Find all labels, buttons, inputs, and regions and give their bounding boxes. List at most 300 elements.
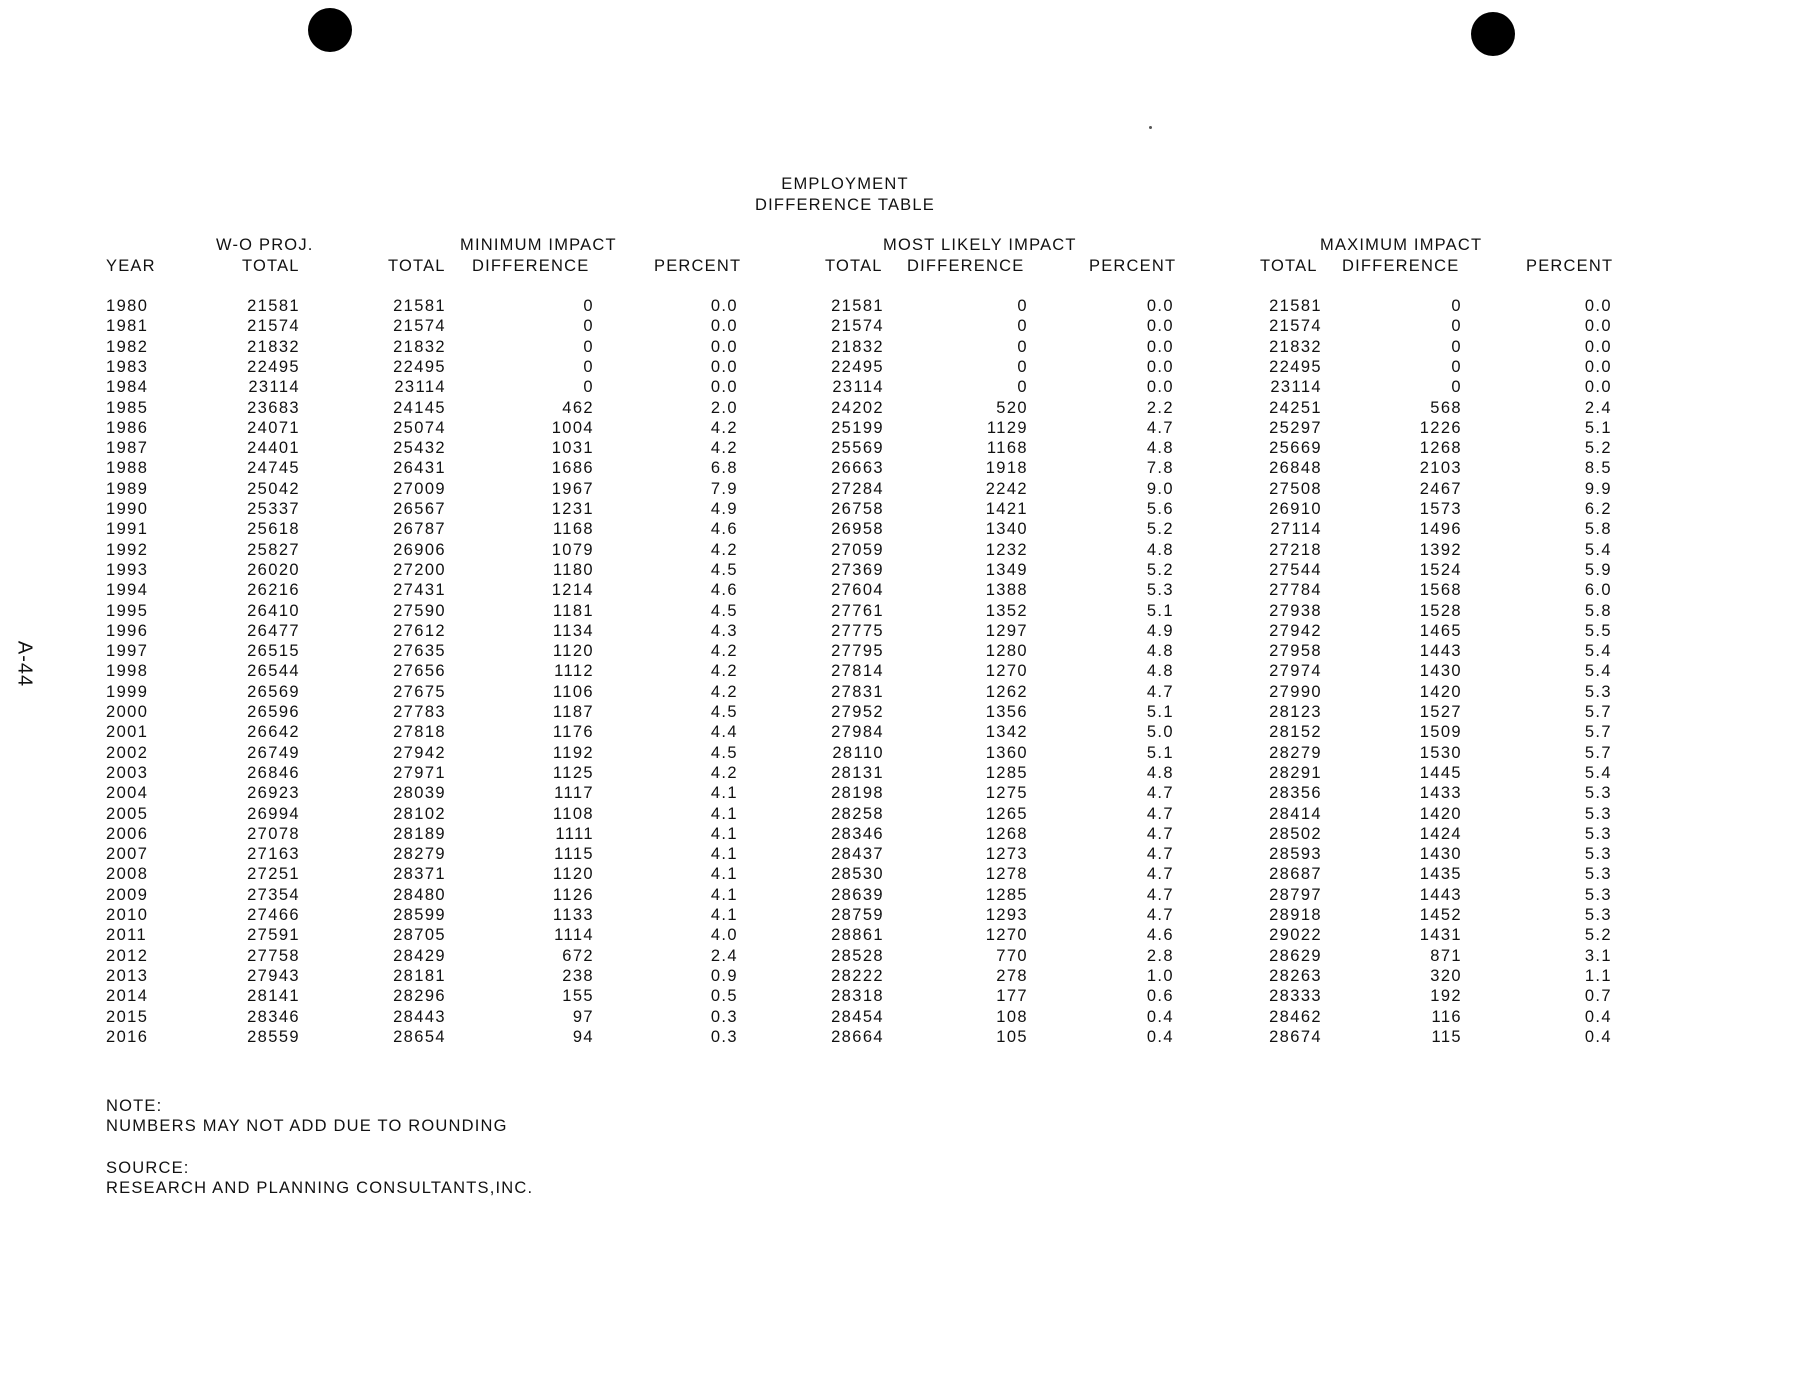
cell-max-total: 27114 <box>1270 520 1322 539</box>
cell-min-difference: 1117 <box>554 784 594 803</box>
cell-min-percent: 4.5 <box>710 743 738 762</box>
cell-wo-total: 25827 <box>247 540 300 559</box>
column-headers <box>0 257 1798 277</box>
cell-ml-percent: 5.1 <box>1146 601 1174 620</box>
cell-year: 2010 <box>106 906 149 924</box>
cell-min-percent: 4.6 <box>710 581 738 600</box>
cell-max-percent: 0.0 <box>1584 297 1612 315</box>
cell-max-percent: 5.5 <box>1584 621 1612 640</box>
cell-min-total: 28654 <box>393 1027 446 1046</box>
cell-max-difference: 1392 <box>1419 540 1462 559</box>
header-max-difference: DIFFERENCE <box>1342 257 1460 275</box>
table-row <box>0 662 1798 682</box>
cell-max-total: 28152 <box>1269 723 1322 742</box>
cell-ml-total: 27831 <box>831 682 884 701</box>
cell-min-percent: 6.8 <box>710 459 738 478</box>
cell-year: 1981 <box>106 317 149 336</box>
cell-max-difference: 1465 <box>1419 621 1462 640</box>
cell-ml-total: 28198 <box>831 784 884 803</box>
cell-max-percent: 5.8 <box>1584 601 1612 620</box>
cell-min-total: 27431 <box>393 581 446 600</box>
table-row <box>0 561 1798 581</box>
cell-max-total: 27958 <box>1269 642 1322 661</box>
cell-max-percent: 8.5 <box>1584 459 1612 478</box>
cell-min-difference: 1180 <box>552 560 594 579</box>
cell-min-percent: 4.2 <box>710 418 738 437</box>
cell-max-difference: 0 <box>1451 317 1462 336</box>
cell-min-percent: 4.1 <box>710 824 738 843</box>
cell-max-total: 27784 <box>1269 581 1322 600</box>
cell-wo-total: 25618 <box>247 520 300 539</box>
header-min-total: TOTAL <box>388 257 446 275</box>
cell-max-difference: 1268 <box>1419 439 1462 458</box>
cell-ml-difference: 278 <box>996 966 1028 985</box>
group-header-without-project: W-O PROJ. <box>216 236 314 254</box>
cell-min-total: 27635 <box>393 642 446 661</box>
table-title <box>0 174 1690 216</box>
cell-wo-total: 26216 <box>247 581 300 600</box>
cell-max-total: 28291 <box>1269 763 1322 782</box>
cell-max-total: 27974 <box>1269 662 1322 681</box>
cell-year: 2002 <box>106 743 149 762</box>
cell-min-difference: 0 <box>583 357 594 376</box>
cell-ml-percent: 0.0 <box>1146 337 1174 356</box>
cell-ml-total: 28437 <box>831 845 884 864</box>
cell-max-percent: 5.7 <box>1584 723 1612 742</box>
cell-ml-percent: 0.6 <box>1146 987 1174 1006</box>
cell-year: 2005 <box>106 804 149 823</box>
cell-min-total: 21832 <box>393 337 446 356</box>
cell-ml-total: 21581 <box>831 297 884 315</box>
table-row <box>0 886 1798 906</box>
cell-ml-difference: 1421 <box>985 500 1028 518</box>
header-min-difference: DIFFERENCE <box>472 257 590 275</box>
cell-ml-total: 28528 <box>831 946 884 965</box>
cell-year: 2012 <box>106 946 149 965</box>
cell-min-total: 27612 <box>393 621 446 640</box>
cell-ml-total: 28258 <box>831 804 884 823</box>
cell-max-difference: 0 <box>1451 378 1462 397</box>
cell-ml-total: 28759 <box>831 906 884 924</box>
cell-max-total: 27938 <box>1269 601 1322 620</box>
cell-ml-difference: 0 <box>1017 337 1028 356</box>
cell-min-percent: 4.2 <box>710 642 738 661</box>
cell-ml-total: 28861 <box>831 926 884 945</box>
cell-ml-percent: 4.7 <box>1146 682 1174 701</box>
cell-wo-total: 27354 <box>247 885 300 904</box>
cell-year: 2001 <box>106 723 149 742</box>
cell-ml-difference: 1278 <box>985 865 1028 884</box>
table-row <box>0 459 1798 479</box>
title-line-2: DIFFERENCE TABLE <box>755 196 935 214</box>
cell-max-total: 28797 <box>1269 885 1322 904</box>
cell-max-difference: 2103 <box>1419 459 1462 478</box>
cell-ml-percent: 1.0 <box>1146 966 1174 985</box>
cell-ml-percent: 4.7 <box>1146 418 1174 437</box>
cell-ml-total: 28131 <box>831 763 884 782</box>
cell-max-total: 28502 <box>1269 824 1322 843</box>
cell-min-difference: 1176 <box>552 723 594 742</box>
cell-ml-total: 27795 <box>831 642 884 661</box>
cell-max-percent: 5.8 <box>1584 520 1612 539</box>
cell-min-percent: 4.1 <box>710 865 738 884</box>
cell-year: 1987 <box>106 439 149 458</box>
cell-ml-percent: 4.8 <box>1146 662 1174 681</box>
cell-ml-difference: 1270 <box>985 926 1028 945</box>
cell-year: 1980 <box>106 297 149 315</box>
cell-min-percent: 0.0 <box>710 378 738 397</box>
cell-max-difference: 1528 <box>1419 601 1462 620</box>
cell-wo-total: 26994 <box>247 804 300 823</box>
cell-year: 1999 <box>106 682 149 701</box>
cell-max-percent: 5.9 <box>1584 560 1612 579</box>
source-label: SOURCE: <box>106 1159 190 1177</box>
cell-max-total: 28687 <box>1269 865 1322 884</box>
cell-ml-percent: 4.7 <box>1146 885 1174 904</box>
table-row <box>0 805 1798 825</box>
cell-min-total: 28279 <box>393 845 446 864</box>
cell-ml-total: 27604 <box>831 581 884 600</box>
cell-ml-percent: 5.0 <box>1146 723 1174 742</box>
cell-max-total: 28629 <box>1269 946 1322 965</box>
cell-ml-difference: 1270 <box>985 662 1028 681</box>
cell-max-difference: 1226 <box>1419 418 1462 437</box>
cell-ml-total: 28318 <box>831 987 884 1006</box>
cell-ml-percent: 4.7 <box>1146 865 1174 884</box>
cell-wo-total: 26923 <box>247 784 300 803</box>
cell-ml-difference: 1280 <box>985 642 1028 661</box>
cell-min-total: 27590 <box>393 601 446 620</box>
cell-year: 1992 <box>106 540 149 559</box>
cell-max-difference: 1420 <box>1419 682 1462 701</box>
cell-wo-total: 24745 <box>247 459 300 478</box>
cell-max-percent: 0.0 <box>1584 317 1612 336</box>
cell-min-percent: 4.5 <box>710 560 738 579</box>
cell-year: 1988 <box>106 459 149 478</box>
cell-ml-total: 28110 <box>832 743 884 762</box>
cell-max-total: 25669 <box>1269 439 1322 458</box>
table-row <box>0 500 1798 520</box>
table-row <box>0 622 1798 642</box>
cell-ml-percent: 5.2 <box>1146 520 1174 539</box>
cell-ml-total: 27059 <box>831 540 884 559</box>
cell-ml-total: 21574 <box>831 317 884 336</box>
cell-min-difference: 1115 <box>554 845 594 864</box>
cell-year: 2011 <box>106 926 148 945</box>
cell-ml-total: 25199 <box>831 418 884 437</box>
cell-min-total: 28599 <box>393 906 446 924</box>
cell-max-difference: 0 <box>1451 357 1462 376</box>
cell-wo-total: 27943 <box>247 966 300 985</box>
cell-max-percent: 5.4 <box>1584 540 1612 559</box>
cell-wo-total: 27078 <box>247 824 300 843</box>
cell-min-difference: 1686 <box>551 459 594 478</box>
cell-min-percent: 0.3 <box>710 1027 738 1046</box>
cell-min-percent: 4.5 <box>710 703 738 721</box>
cell-ml-difference: 1349 <box>985 560 1028 579</box>
cell-max-percent: 0.4 <box>1584 1007 1612 1026</box>
table-row <box>0 1008 1798 1028</box>
cell-year: 2007 <box>106 845 149 864</box>
cell-min-total: 28181 <box>393 966 446 985</box>
note-text: NUMBERS MAY NOT ADD DUE TO ROUNDING <box>106 1117 508 1135</box>
title-line-1: EMPLOYMENT <box>781 175 909 193</box>
cell-ml-difference: 1918 <box>985 459 1028 478</box>
cell-min-difference: 0 <box>583 317 594 336</box>
cell-max-percent: 5.3 <box>1584 682 1612 701</box>
cell-min-total: 27656 <box>393 662 446 681</box>
cell-min-percent: 4.5 <box>710 601 738 620</box>
cell-wo-total: 23683 <box>247 398 300 417</box>
cell-max-percent: 9.9 <box>1584 479 1612 498</box>
cell-wo-total: 21574 <box>247 317 300 336</box>
cell-max-difference: 1445 <box>1419 763 1462 782</box>
cell-wo-total: 21832 <box>247 337 300 356</box>
cell-ml-percent: 4.7 <box>1146 906 1174 924</box>
cell-min-total: 27200 <box>393 560 446 579</box>
cell-wo-total: 27466 <box>247 906 300 924</box>
cell-min-total: 24145 <box>393 398 446 417</box>
cell-max-total: 28263 <box>1269 966 1322 985</box>
cell-max-total: 28462 <box>1269 1007 1322 1026</box>
cell-ml-percent: 5.1 <box>1146 703 1174 721</box>
table-row <box>0 581 1798 601</box>
cell-max-difference: 115 <box>1431 1027 1462 1046</box>
cell-ml-difference: 1262 <box>985 682 1028 701</box>
cell-max-difference: 1435 <box>1419 865 1462 884</box>
cell-ml-difference: 177 <box>996 987 1028 1006</box>
cell-max-difference: 1431 <box>1419 926 1462 945</box>
cell-max-difference: 1443 <box>1419 642 1462 661</box>
cell-wo-total: 28141 <box>247 987 300 1006</box>
cell-wo-total: 23114 <box>248 378 300 397</box>
cell-max-total: 28356 <box>1269 784 1322 803</box>
page-number: A-44 <box>13 640 36 688</box>
cell-ml-difference: 2242 <box>985 479 1028 498</box>
cell-min-difference: 1111 <box>555 824 594 843</box>
group-header-minimum-impact: MINIMUM IMPACT <box>460 236 617 254</box>
cell-min-percent: 0.0 <box>710 317 738 336</box>
header-max-percent: PERCENT <box>1526 257 1614 275</box>
cell-max-difference: 1430 <box>1419 845 1462 864</box>
table-row <box>0 602 1798 622</box>
cell-min-total: 25432 <box>393 439 446 458</box>
cell-ml-percent: 2.8 <box>1146 946 1174 965</box>
cell-wo-total: 27758 <box>247 946 300 965</box>
table-row <box>0 967 1798 987</box>
cell-min-percent: 0.5 <box>710 987 738 1006</box>
cell-wo-total: 26544 <box>247 662 300 681</box>
cell-max-total: 29022 <box>1269 926 1322 945</box>
cell-ml-total: 28346 <box>831 824 884 843</box>
cell-ml-percent: 4.9 <box>1146 621 1174 640</box>
table-row <box>0 399 1798 419</box>
cell-ml-total: 23114 <box>832 378 884 397</box>
cell-min-total: 21574 <box>393 317 446 336</box>
cell-min-percent: 0.0 <box>710 357 738 376</box>
cell-max-total: 27508 <box>1269 479 1322 498</box>
cell-min-total: 27971 <box>393 763 446 782</box>
cell-year: 1991 <box>106 520 149 539</box>
cell-year: 1994 <box>106 581 149 600</box>
cell-year: 1990 <box>106 500 149 518</box>
cell-min-total: 28296 <box>393 987 446 1006</box>
cell-min-total: 27818 <box>393 723 446 742</box>
cell-max-total: 26910 <box>1269 500 1322 518</box>
cell-ml-percent: 0.4 <box>1146 1007 1174 1026</box>
cell-min-difference: 0 <box>583 378 594 397</box>
cell-ml-total: 27369 <box>831 560 884 579</box>
table-row <box>0 683 1798 703</box>
table-row <box>0 906 1798 926</box>
cell-year: 2004 <box>106 784 149 803</box>
cell-year: 2006 <box>106 824 149 843</box>
cell-wo-total: 28346 <box>247 1007 300 1026</box>
table-row <box>0 439 1798 459</box>
cell-max-total: 28279 <box>1269 743 1322 762</box>
cell-max-difference: 192 <box>1430 987 1462 1006</box>
cell-max-percent: 0.4 <box>1584 1027 1612 1046</box>
cell-max-percent: 5.7 <box>1584 743 1612 762</box>
cell-min-percent: 0.9 <box>710 966 738 985</box>
cell-max-total: 27990 <box>1269 682 1322 701</box>
cell-min-difference: 1031 <box>551 439 594 458</box>
cell-ml-total: 26958 <box>831 520 884 539</box>
cell-wo-total: 26515 <box>247 642 300 661</box>
cell-max-difference: 0 <box>1451 337 1462 356</box>
cell-min-difference: 672 <box>562 946 594 965</box>
table-row <box>0 297 1798 317</box>
cell-min-percent: 4.2 <box>710 540 738 559</box>
employment-difference-table <box>0 297 1798 1049</box>
cell-year: 1986 <box>106 418 149 437</box>
cell-max-total: 28123 <box>1269 703 1322 721</box>
cell-min-percent: 0.0 <box>710 297 738 315</box>
cell-year: 2000 <box>106 703 149 721</box>
table-row <box>0 541 1798 561</box>
table-row <box>0 358 1798 378</box>
cell-ml-percent: 0.4 <box>1146 1027 1174 1046</box>
cell-min-percent: 4.0 <box>710 926 738 945</box>
source-text: RESEARCH AND PLANNING CONSULTANTS,INC. <box>106 1179 534 1197</box>
binder-punch-hole-left <box>308 8 352 52</box>
cell-ml-difference: 1268 <box>985 824 1028 843</box>
cell-ml-difference: 1340 <box>985 520 1028 539</box>
cell-min-difference: 0 <box>583 297 594 315</box>
cell-min-difference: 1079 <box>551 540 594 559</box>
cell-max-difference: 1452 <box>1419 906 1462 924</box>
cell-max-percent: 0.0 <box>1584 357 1612 376</box>
cell-max-total: 23114 <box>1270 378 1322 397</box>
table-row <box>0 378 1798 398</box>
note-label: NOTE: <box>106 1097 163 1115</box>
cell-min-difference: 97 <box>572 1007 594 1026</box>
cell-wo-total: 24401 <box>247 439 300 458</box>
cell-max-total: 28333 <box>1269 987 1322 1006</box>
cell-ml-total: 27775 <box>831 621 884 640</box>
cell-min-difference: 1004 <box>551 418 594 437</box>
cell-wo-total: 26410 <box>247 601 300 620</box>
cell-min-percent: 7.9 <box>710 479 738 498</box>
cell-min-difference: 1187 <box>552 703 594 721</box>
cell-year: 1985 <box>106 398 149 417</box>
cell-ml-percent: 4.6 <box>1146 926 1174 945</box>
cell-wo-total: 26846 <box>247 763 300 782</box>
cell-year: 2013 <box>106 966 149 985</box>
cell-min-difference: 1125 <box>552 763 594 782</box>
cell-min-difference: 155 <box>562 987 594 1006</box>
cell-min-percent: 4.2 <box>710 439 738 458</box>
cell-max-percent: 1.1 <box>1584 966 1612 985</box>
cell-max-difference: 320 <box>1430 966 1462 985</box>
cell-ml-difference: 1297 <box>985 621 1028 640</box>
cell-ml-percent: 4.7 <box>1146 845 1174 864</box>
cell-min-difference: 1181 <box>552 601 594 620</box>
cell-wo-total: 27251 <box>247 865 300 884</box>
cell-ml-total: 22495 <box>831 357 884 376</box>
cell-ml-total: 28639 <box>831 885 884 904</box>
cell-year: 2009 <box>106 885 149 904</box>
cell-ml-percent: 9.0 <box>1146 479 1174 498</box>
cell-ml-total: 27952 <box>831 703 884 721</box>
header-wo-total: TOTAL <box>242 257 300 275</box>
cell-year: 1996 <box>106 621 149 640</box>
table-row <box>0 987 1798 1007</box>
cell-wo-total: 26477 <box>247 621 300 640</box>
cell-min-difference: 1134 <box>552 621 594 640</box>
cell-ml-percent: 4.8 <box>1146 763 1174 782</box>
table-row <box>0 926 1798 946</box>
cell-ml-total: 28222 <box>831 966 884 985</box>
cell-min-difference: 1133 <box>552 906 594 924</box>
cell-max-difference: 1433 <box>1419 784 1462 803</box>
cell-ml-total: 28454 <box>831 1007 884 1026</box>
cell-max-percent: 0.0 <box>1584 378 1612 397</box>
cell-ml-difference: 520 <box>996 398 1028 417</box>
cell-year: 2014 <box>106 987 149 1006</box>
cell-min-percent: 4.9 <box>710 500 738 518</box>
cell-ml-difference: 1285 <box>985 763 1028 782</box>
cell-year: 1982 <box>106 337 149 356</box>
cell-min-total: 28429 <box>393 946 446 965</box>
cell-ml-percent: 4.8 <box>1146 642 1174 661</box>
cell-max-difference: 1524 <box>1419 560 1462 579</box>
cell-max-total: 28918 <box>1269 906 1322 924</box>
cell-min-total: 28102 <box>393 804 446 823</box>
cell-wo-total: 26569 <box>247 682 300 701</box>
cell-ml-total: 27284 <box>831 479 884 498</box>
cell-ml-percent: 4.8 <box>1146 439 1174 458</box>
cell-wo-total: 28559 <box>247 1027 300 1046</box>
cell-ml-difference: 1265 <box>985 804 1028 823</box>
notes-block <box>106 1096 533 1198</box>
cell-wo-total: 25042 <box>247 479 300 498</box>
cell-min-difference: 94 <box>572 1027 594 1046</box>
cell-max-percent: 6.0 <box>1584 581 1612 600</box>
cell-ml-percent: 5.3 <box>1146 581 1174 600</box>
cell-min-total: 28039 <box>393 784 446 803</box>
cell-min-difference: 1192 <box>552 743 594 762</box>
cell-max-difference: 1509 <box>1419 723 1462 742</box>
cell-ml-percent: 5.2 <box>1146 560 1174 579</box>
cell-ml-percent: 7.8 <box>1146 459 1174 478</box>
cell-max-total: 28593 <box>1269 845 1322 864</box>
cell-ml-difference: 1275 <box>985 784 1028 803</box>
cell-ml-total: 24202 <box>831 398 884 417</box>
cell-ml-total: 27814 <box>831 662 884 681</box>
cell-ml-total: 25569 <box>831 439 884 458</box>
cell-min-total: 28705 <box>393 926 446 945</box>
